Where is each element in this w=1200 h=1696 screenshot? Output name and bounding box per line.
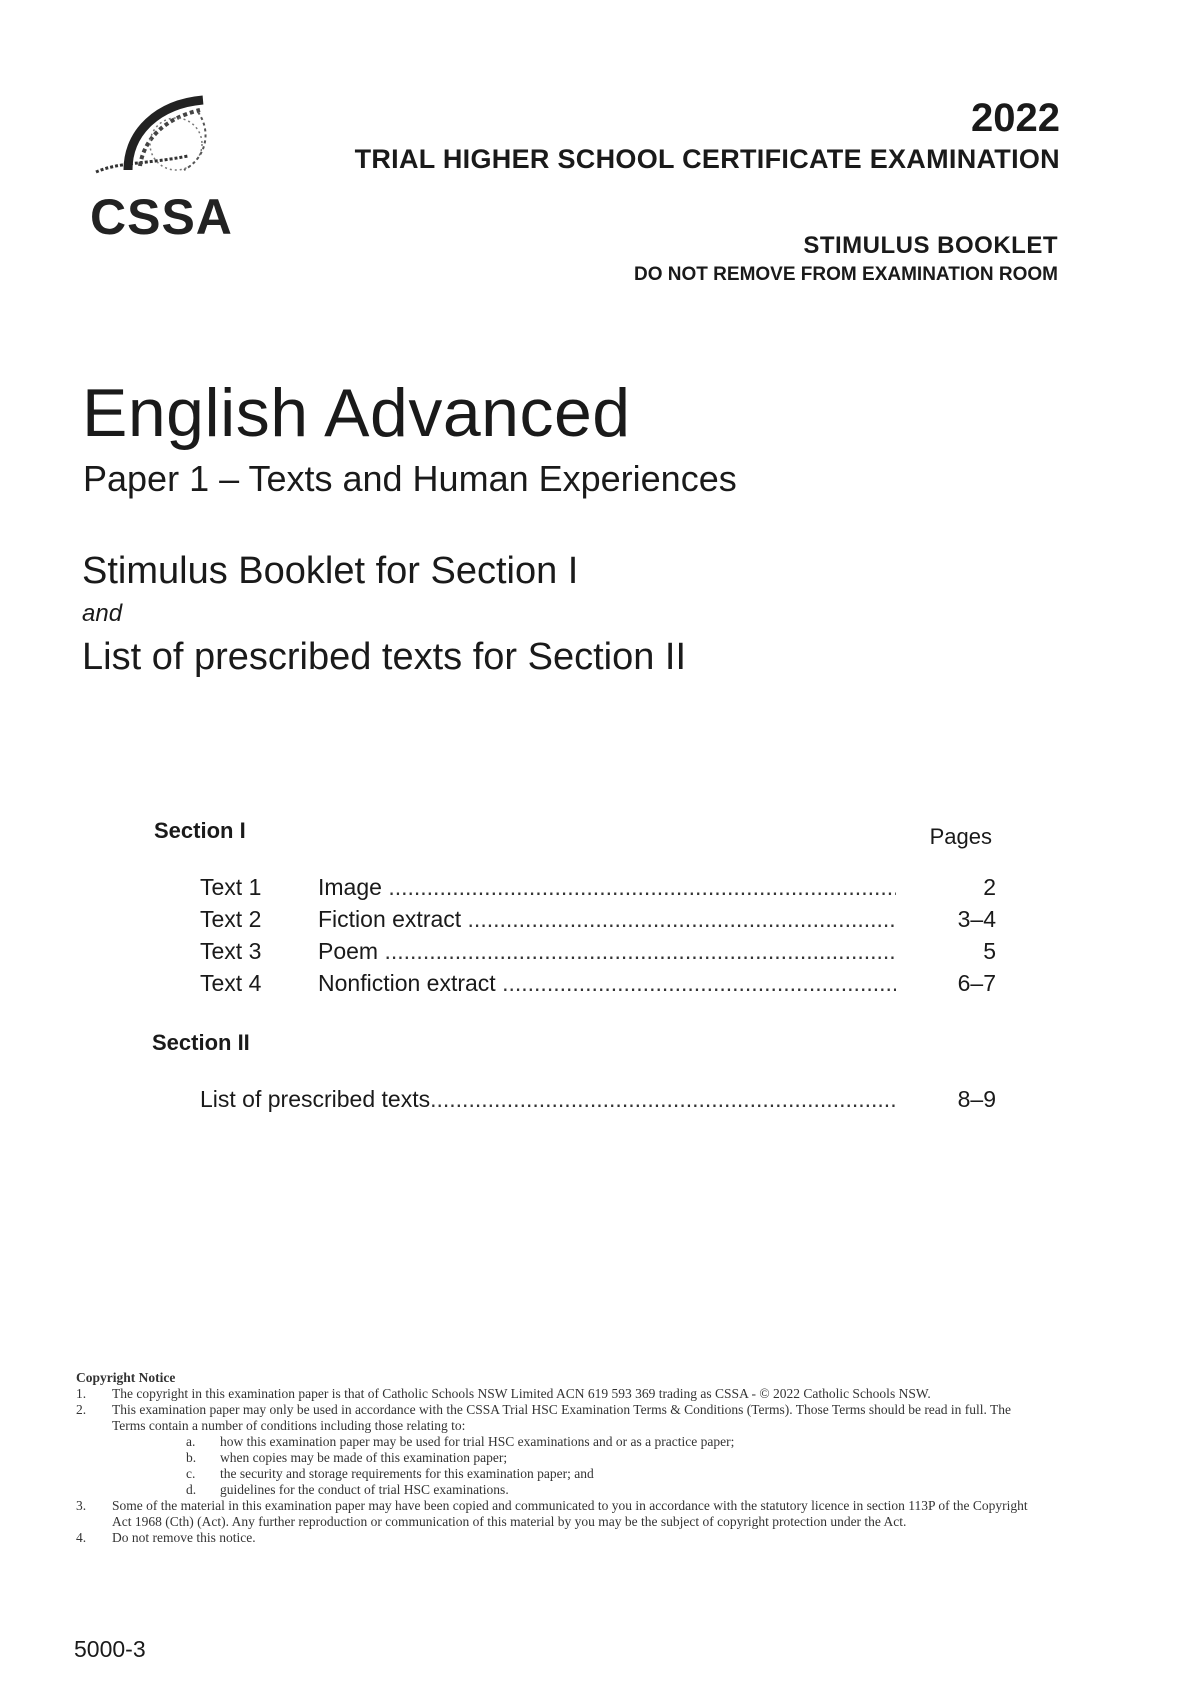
and-text: and — [82, 600, 123, 627]
copyright-notice — [76, 1370, 1036, 1546]
text-pages: 8–9 — [957, 1086, 996, 1112]
exam-title: TRIAL HIGHER SCHOOL CERTIFICATE EXAMINATION — [354, 144, 1060, 174]
text-pages: 3–4 — [957, 906, 996, 932]
copyright-item — [76, 1530, 1036, 1546]
copyright-subitem — [76, 1482, 1036, 1498]
text-name: Fiction extract ..... — [318, 906, 896, 933]
item-text: Some of the material in this examination paper may have been copied and communicated to you in accordance with the statutory licence in section 113P of the Copyright Act 1968 (Cth) (Act). Any further reproduction or communication of this material by you may be the subject of copyright protection under the Act. — [112, 1498, 1028, 1529]
contents-row — [200, 874, 996, 904]
paper-code: 5000-3 — [74, 1636, 146, 1662]
item-text: Do not remove this notice. — [112, 1530, 256, 1545]
text-name: List of prescribed texts ..... — [200, 1086, 896, 1113]
copyright-subitem — [76, 1450, 1036, 1466]
text-number: Text 1 — [200, 874, 262, 900]
section-1-label: Section I — [154, 818, 246, 843]
subitem-letter: a. — [186, 1434, 196, 1449]
cssa-logo — [88, 92, 233, 245]
text-pages: 2 — [983, 874, 996, 900]
globe-emblem-icon — [88, 92, 228, 192]
copyright-heading: Copyright Notice — [76, 1370, 176, 1385]
item-text: The copyright in this examination paper is that of Catholic Schools NSW Limited ACN 619 593 369 trading as CSSA - © 2022 Catholic Schools NSW. — [112, 1386, 931, 1401]
item-number: 2. — [76, 1402, 87, 1417]
text-number: Text 3 — [200, 938, 262, 964]
subject-title: English Advanced — [82, 375, 631, 451]
text-name: Poem ..... — [318, 938, 896, 965]
subitem-text: the security and storage requirements for this examination paper; and — [220, 1466, 594, 1481]
subitem-text: how this examination paper may be used for trial HSC examinations and or as a practice paper; — [220, 1434, 735, 1449]
text-name: Image ..... — [318, 874, 896, 901]
stimulus-title: Stimulus Booklet for Section I — [82, 550, 579, 592]
subitem-text: when copies may be made of this examination paper; — [220, 1450, 508, 1465]
copyright-item — [76, 1386, 1036, 1402]
remove-notice: DO NOT REMOVE FROM EXAMINATION ROOM — [634, 264, 1058, 285]
contents-row — [200, 906, 996, 936]
text-number: Text 2 — [200, 906, 262, 932]
logo-text: CSSA — [90, 189, 233, 245]
text-pages: 5 — [983, 938, 996, 964]
contents-row — [200, 938, 996, 968]
copyright-subitem — [76, 1434, 1036, 1450]
text-name: Nonfiction extract ..... — [318, 970, 896, 997]
subitem-text: guidelines for the conduct of trial HSC examinations. — [220, 1482, 509, 1497]
subitem-letter: d. — [186, 1482, 197, 1497]
item-number: 3. — [76, 1498, 87, 1513]
item-number: 1. — [76, 1386, 87, 1401]
item-number: 4. — [76, 1530, 87, 1545]
subitem-letter: c. — [186, 1466, 196, 1481]
booklet-label: STIMULUS BOOKLET — [803, 232, 1058, 259]
copyright-item — [76, 1402, 1036, 1434]
contents-row — [200, 1086, 996, 1116]
copyright-subitem — [76, 1466, 1036, 1482]
pages-label: Pages — [929, 824, 992, 849]
item-text: This examination paper may only be used in accordance with the CSSA Trial HSC Examination Terms & Conditions (Terms). Those Terms should be read in full. The Terms contain a number of conditions including those relating to: — [112, 1402, 1012, 1433]
subitem-letter: b. — [186, 1450, 197, 1465]
text-pages: 6–7 — [957, 970, 996, 996]
contents-row — [200, 970, 996, 1000]
exam-year: 2022 — [971, 96, 1060, 140]
copyright-item — [76, 1498, 1036, 1530]
section-2-label: Section II — [152, 1030, 250, 1055]
paper-title: Paper 1 – Texts and Human Experiences — [83, 458, 737, 499]
list-title: List of prescribed texts for Section II — [82, 636, 687, 678]
text-number: Text 4 — [200, 970, 262, 996]
